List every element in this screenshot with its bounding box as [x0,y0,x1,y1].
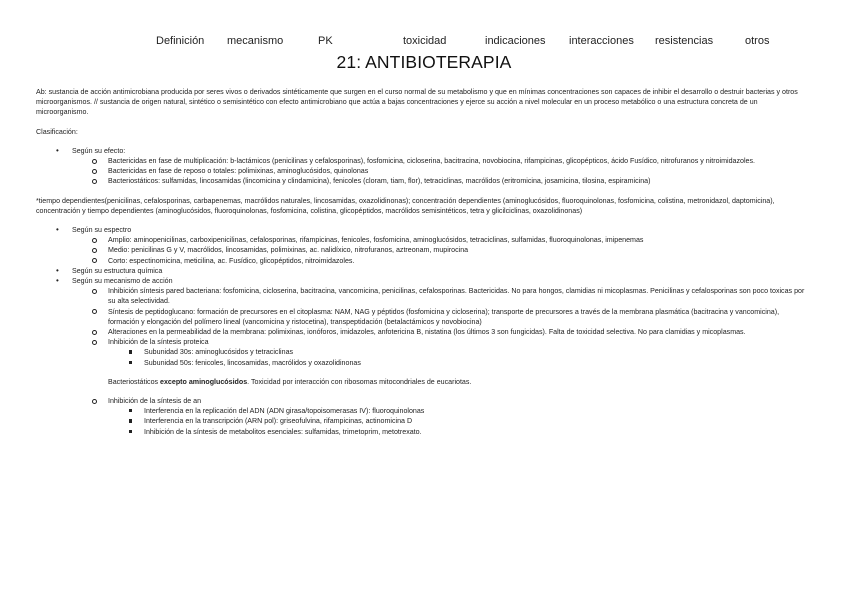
list-item [36,276,808,368]
list-item [36,146,808,187]
proteica-label: Inhibición de la síntesis proteica [108,338,209,347]
list-item: Inhibición de la síntesis de metabolitos esenciales: sulfamidas, trimetoprim, metotrexato. [36,427,808,437]
list-item: Corto: espectinomicina, meticilina, ac. Fusídico, glicopéptidos, nitroimidazoles. [36,256,808,266]
nav-item-otros: otros [745,35,770,47]
page-title: 21: ANTIBIOTERAPIA [336,52,512,72]
espectro-label: Según su espectro [72,226,132,235]
list-item: Interferencia en la replicación del ADN (ADN girasa/topoisomerasas IV): fluoroquinolonas [36,406,808,416]
list-item [36,337,808,368]
list-item: Alteraciones en la permeabilidad de la membrana: polimixinas, ionóforos, imidazoles, anfotericina B, nistatina (los últimos 3 son fungicidas). Falta de toxicidad selectiva. No para clamidias y micoplasmas. [36,327,808,337]
list-item [36,396,808,437]
tiempo-note: *tiempo dependientes(penicilinas, cefalosporinas, carbapenemas, macrólidos naturales, lincosamidas, oxazolidinonas); concentración dependientes (aminoglucósidos, fluoroquinolonas, fosfomicina, colistina, metronidazol, daptomicina), concentración y tiempo dependientes (aminoglucósidos, fluoroquinolonas, fosfomicina, colistina, glicopéptidos, macrólidos semisintéticos, tetra y glicilciclinas, oxazolidinonas) [36,196,775,215]
list-item: Amplio: aminopenicilinas, carboxipenicilinas, cefalosporinas, rifampicinas, fenicoles, fosfomicina, aminoglucósidos, tetraciclinas, sulfamidas, fluoroquinolonas, imipenemas [36,235,808,245]
mecanismo-label: Según su mecanismo de acción [72,277,173,286]
adn-label: Inhibición de la síntesis de an [108,397,202,406]
list-item: Bactericidas en fase de reposo o totales: polimixinas, aminoglucósidos, quinolonas [36,166,808,176]
list-item: Interferencia en la transcripción (ARN pol): griseofulvina, rifampicinas, actinomicina D [36,416,808,426]
list-item: Bactericidas en fase de multiplicación: b-lactámicos (penicilinas y cefalosporinas), fosfomicina, cicloserina, bacitracina, novobiocina, rifampicinas, glicopépticos, ácido Fusídico, nitrofuranos y nitroimidazoles. [36,156,808,166]
nav-item-resistencias: resistencias [655,35,714,47]
document-body [36,87,808,437]
adn-list [36,396,808,437]
list-item: Subunidad 50s: fenicoles, lincosamidas, macrólidos y oxazolidinonas [36,358,808,368]
nav-item-toxicidad: toxicidad [403,35,447,47]
list-item: Subunidad 30s: aminoglucósidos y tetraciclinas [36,347,808,357]
efecto-label: Según su efecto: [72,146,126,155]
note-text: . Toxicidad por interacción con ribosomas mitocondriales de eucariotas. [247,377,472,386]
list-item: Inhibición síntesis pared bacteriana: fosfomicina, cicloserina, bacitracina, vancomicina, penicilinas, cefalosporinas. Bactericidas. No para hongos, clamidias ni micoplasmas. Penicilinas y cefalosporinas son poco toxicas por su alta selectividad. [36,286,808,306]
note-text: Bacteriostáticos [108,377,161,386]
list-item: Bacteriostáticos: sulfamidas, lincosamidas (lincomicina y clindamicina), fenicoles (cloram, tiam, flor), tetraciclinas, macrólidos (eritromicina, josamicina, tilosina, espiramicina) [36,176,808,186]
top-nav [0,35,848,51]
nav-item-interacciones: interacciones [569,35,634,47]
estructura-label: Según su estructura química [72,266,163,275]
clasificacion-label: Clasificación: [36,127,78,136]
intro-paragraph: Ab: sustancia de acción antimicrobiana producida por seres vivos o derivados sintéticamente que surgen en el curso normal de su metabolismo y que en mínimas concentraciones son capaces de inhibir el desarrollo o destruir bacterias y otros microorganismos. // sustancia de origen natural, sintético o semisintético con efecto antimicrobiano que actúa a bajas concentraciones y ejerce su acción a nivel molecular en un proceso metabólico o una estructura concreta de un microorganismo. [36,88,798,117]
list-item: Medio: penicilinas G y V, macrólidos, lincosamidas, polimixinas, ac. nalidíxico, nitrofuranos, aztreonam, mupirocina [36,245,808,255]
efecto-list [36,146,808,187]
list-item [36,266,808,276]
clasificacion-list [36,225,808,368]
nav-item-pk: PK [318,35,333,47]
nav-item-indicaciones: indicaciones [485,35,546,47]
nav-item-mecanismo: mecanismo [227,35,284,47]
list-item [36,225,808,266]
nav-item-definicion: Definición [156,35,205,47]
bacteriostaticos-note [36,377,808,387]
note-bold-text: excepto aminoglucósidos [160,377,248,386]
list-item: Síntesis de peptidoglucano: formación de precursores en el citoplasma: NAM, NAG y péptidos (fosfomicina y cicloserina); transporte de precursores a través de la membrana plasmática (bacitracina y vancomicina), formación y elongación del polímero lineal (vancomicina y ristocetina), transpeptidación (betalactámicos y novobiocina) [36,307,808,327]
